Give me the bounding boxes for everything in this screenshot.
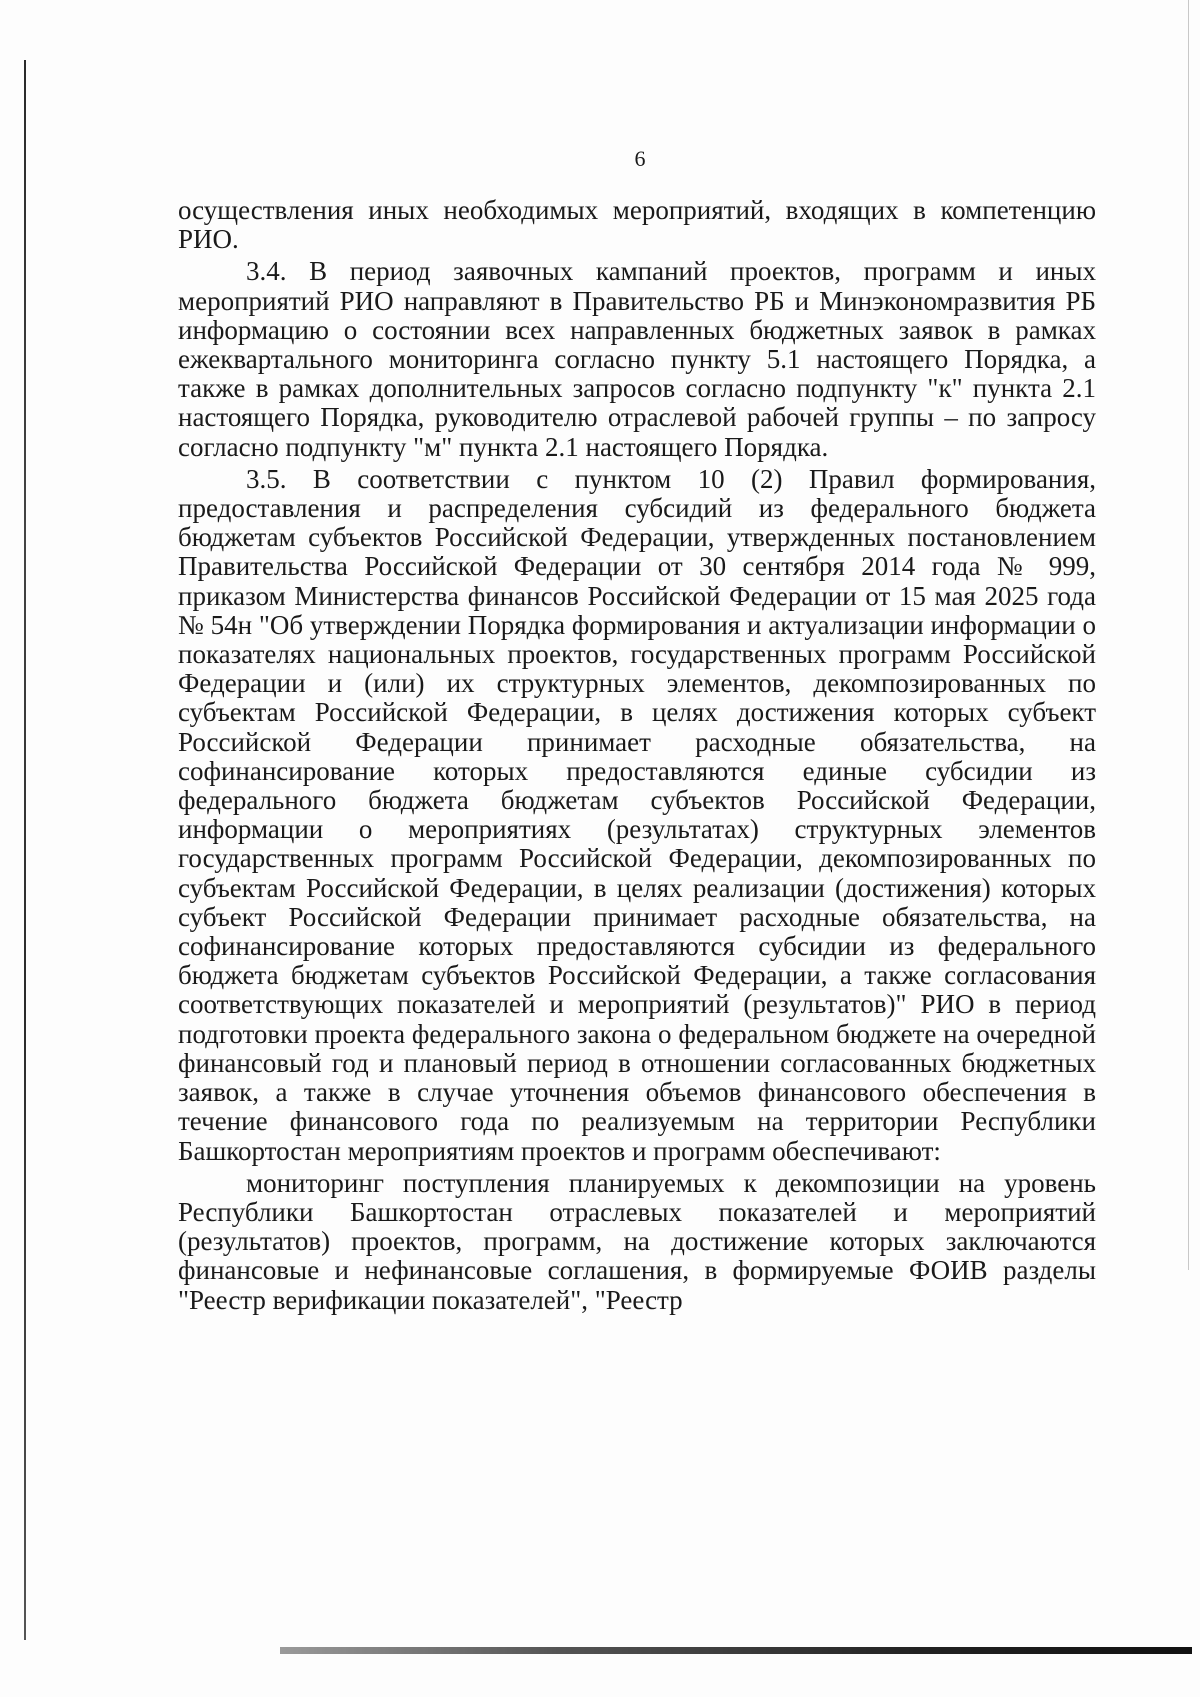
paragraph-3-4: 3.4. В период заявочных кампаний проектов, программ и иных мероприятий РИО направляют в Правительство РБ и Минэкономразвития РБ информацию о состоянии всех направленных бюджетных заявок в рамках ежеквартального мониторинга согласно пункту 5.1 настоящего Порядка, а также в рамках дополнительных запросов согласно подпункту "к" пункта 2.1 настоящего Порядка, руководителю отраслевой рабочей группы – по запросу согласно подпункту "м" пункта 2.1 настоящего Порядка. — [178, 256, 1096, 462]
paragraph-continuation: осуществления иных необходимых мероприятий, входящих в компетенцию РИО. — [178, 195, 1096, 255]
scan-edge-left — [24, 60, 26, 1640]
paragraph-3-5: 3.5. В соответствии с пунктом 10 (2) Правил формирования, предоставления и распределения субсидий из федерального бюджета бюджетам субъектов Российской Федерации, утвержденных постановлением Правительства Российской Федерации от 30 сентября 2014 года № 999, приказом Министерства финансов Российской Федерации от 15 мая 2025 года № 54н "Об утверждении Порядка формирования и актуализации информации о показателях национальных проектов, государственных программ Российской Федерации и (или) их структурных элементов, декомпозированных по субъектам Российской Федерации, в целях достижения которых субъект Российской Федерации принимает расходные обязательства, на софинансирование которых предоставляются единые субсидии из федерального бюджета бюджетам субъектов Российской Федерации, информации о мероприятиях (результатах) структурных элементов государственных программ Российской Федерации, декомпозированных по субъектам Российской Федерации, в целях реализации (достижения) которых субъект Российской Федерации принимает расходные обязательства, на софинансирование которых предоставляются субсидии из федерального бюджета бюджетам субъектов Российской Федерации, а также согласования соответствующих показателей и мероприятий (результатов)" РИО в период подготовки проекта федерального закона о федеральном бюджете на очередной финансовый год и плановый период в отношении согласованных бюджетных заявок, а также в случае уточнения объемов финансового обеспечения в течение финансового года по реализуемым на территории Республики Башкортостан мероприятиям проектов и программ обеспечивают: — [178, 463, 1096, 1166]
document-body — [178, 196, 1096, 1318]
scan-edge-right — [1188, 0, 1189, 1270]
scan-edge-bottom — [280, 1647, 1192, 1654]
page-number: 6 — [634, 146, 646, 171]
paragraph-monitoring: мониторинг поступления планируемых к декомпозиции на уровень Республики Башкортостан отраслевых показателей и мероприятий (результатов) проектов, программ, на достижение которых заключаются финансовые и нефинансовые соглашения, в формируемые ФОИВ разделы "Реестр верификации показателей", "Реестр — [178, 1167, 1096, 1315]
